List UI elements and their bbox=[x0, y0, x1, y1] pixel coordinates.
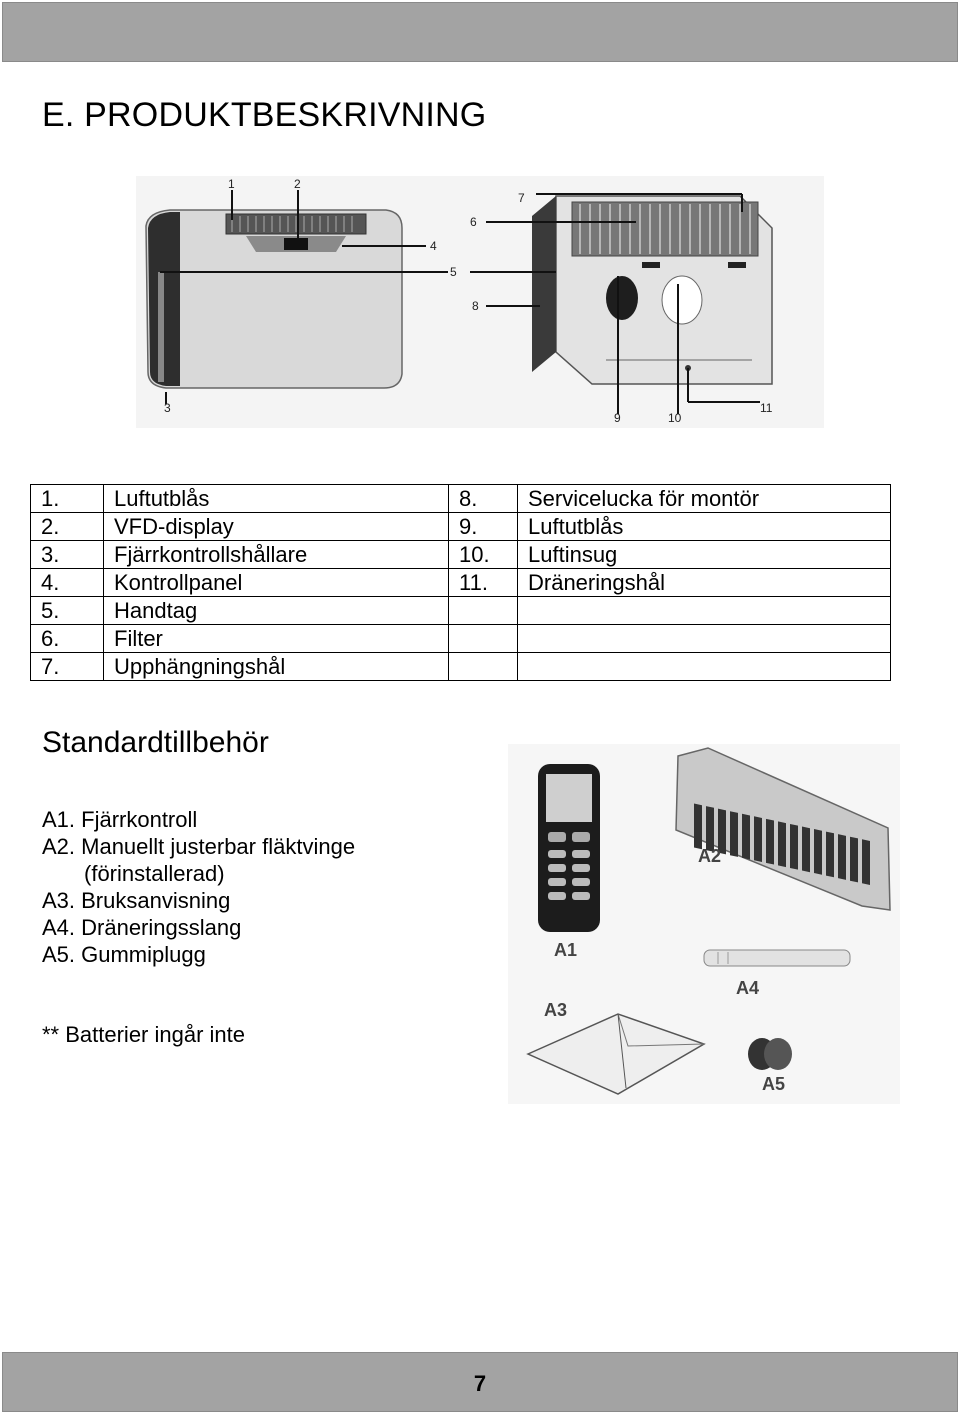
part-number: 10. bbox=[449, 541, 518, 569]
product-diagram bbox=[136, 176, 824, 428]
rubber-plug-illustration bbox=[748, 1038, 792, 1070]
part-label: Luftutblås bbox=[518, 513, 891, 541]
part-label: Luftinsug bbox=[518, 541, 891, 569]
accessories-title: Standardtillbehör bbox=[42, 726, 269, 759]
svg-text:4: 4 bbox=[430, 239, 437, 253]
svg-text:A5: A5 bbox=[762, 1074, 786, 1094]
part-number: 9. bbox=[449, 513, 518, 541]
list-item: A4. Dräneringsslang bbox=[42, 915, 242, 940]
part-number: 7. bbox=[31, 653, 104, 681]
part-label bbox=[518, 597, 891, 625]
table-row bbox=[31, 513, 891, 541]
part-label bbox=[518, 625, 891, 653]
part-number: 2. bbox=[31, 513, 104, 541]
part-label: Dräneringshål bbox=[518, 569, 891, 597]
list-item: A2. Manuellt justerbar fläktvinge bbox=[42, 834, 356, 859]
battery-note: ** Batterier ingår inte bbox=[42, 1022, 245, 1047]
part-number: 3. bbox=[31, 541, 104, 569]
svg-text:A3: A3 bbox=[544, 1000, 568, 1020]
svg-text:8: 8 bbox=[472, 299, 479, 313]
svg-text:9: 9 bbox=[614, 411, 621, 425]
part-number bbox=[449, 597, 518, 625]
page-number: 7 bbox=[473, 1371, 487, 1396]
svg-text:A4: A4 bbox=[736, 978, 760, 998]
part-label: Upphängningshål bbox=[104, 653, 449, 681]
part-label: Kontrollpanel bbox=[104, 569, 449, 597]
part-number: 6. bbox=[31, 625, 104, 653]
part-label bbox=[518, 653, 891, 681]
footer-bar bbox=[2, 1352, 958, 1412]
list-item: A5. Gummiplugg bbox=[42, 942, 206, 967]
part-number: 4. bbox=[31, 569, 104, 597]
page-title: E. PRODUKTBESKRIVNING bbox=[42, 96, 487, 134]
part-label: Filter bbox=[104, 625, 449, 653]
svg-text:5: 5 bbox=[450, 265, 457, 279]
part-label: VFD-display bbox=[104, 513, 449, 541]
list-item: (förinstallerad) bbox=[84, 861, 225, 886]
part-label: Luftutblås bbox=[104, 485, 449, 513]
svg-text:A2: A2 bbox=[698, 846, 722, 866]
list-item: A1. Fjärrkontroll bbox=[42, 807, 198, 832]
part-number: 1. bbox=[31, 485, 104, 513]
svg-text:11: 11 bbox=[760, 401, 773, 415]
table-row bbox=[31, 541, 891, 569]
part-label: Servicelucka för montör bbox=[518, 485, 891, 513]
part-number bbox=[449, 625, 518, 653]
svg-text:2: 2 bbox=[294, 177, 301, 191]
table-row bbox=[31, 485, 891, 513]
part-number: 8. bbox=[449, 485, 518, 513]
parts-table bbox=[30, 484, 891, 681]
svg-text:6: 6 bbox=[470, 215, 477, 229]
drain-hose-illustration bbox=[704, 950, 850, 966]
table-row bbox=[31, 653, 891, 681]
svg-text:A1: A1 bbox=[554, 940, 578, 960]
part-number: 11. bbox=[449, 569, 518, 597]
svg-text:3: 3 bbox=[164, 401, 171, 415]
table-row bbox=[31, 597, 891, 625]
svg-text:7: 7 bbox=[518, 191, 525, 205]
svg-text:10: 10 bbox=[668, 411, 682, 425]
part-label: Handtag bbox=[104, 597, 449, 625]
accessories-list bbox=[42, 806, 355, 968]
list-item: A3. Bruksanvisning bbox=[42, 888, 231, 913]
part-number: 5. bbox=[31, 597, 104, 625]
remote-control-illustration bbox=[538, 764, 600, 932]
accessories-illustration bbox=[508, 744, 900, 1104]
svg-text:1: 1 bbox=[228, 177, 235, 191]
table-row bbox=[31, 569, 891, 597]
table-row bbox=[31, 625, 891, 653]
part-number bbox=[449, 653, 518, 681]
part-label: Fjärrkontrollshållare bbox=[104, 541, 449, 569]
header-bar bbox=[2, 2, 958, 62]
